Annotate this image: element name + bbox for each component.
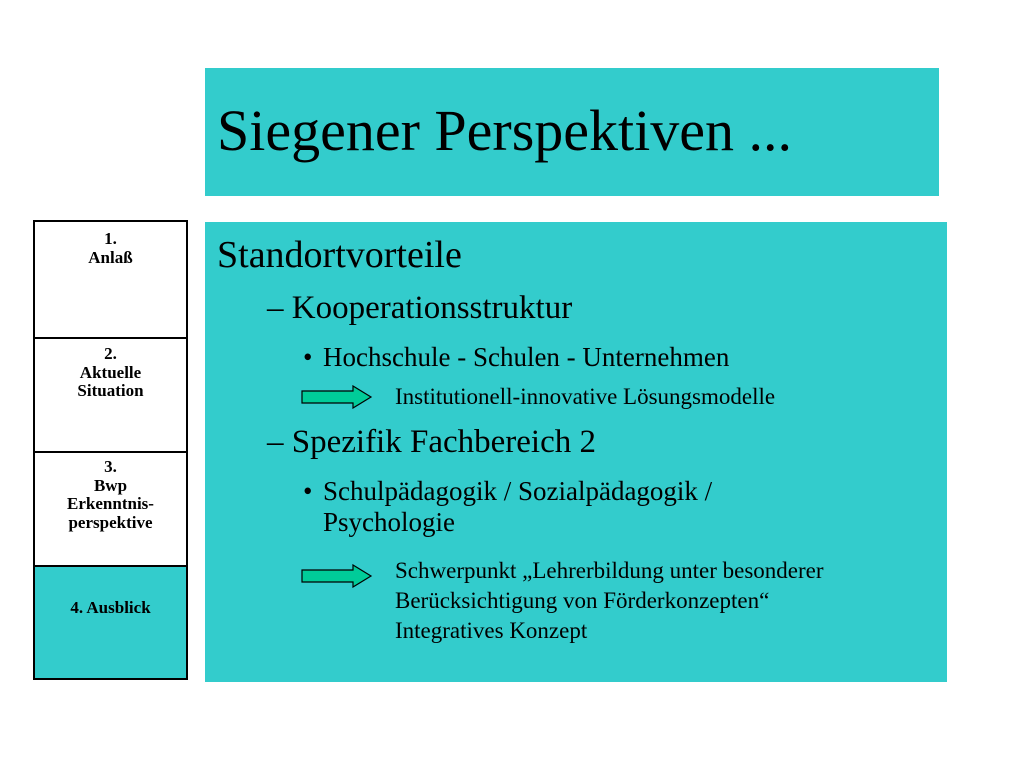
arrow-text-line: Berücksichtigung von Förderkonzepten“ [395,587,770,613]
arrow-right-icon [301,564,373,588]
bullet-dot: • [303,476,313,506]
bullet-dot: • [303,342,313,372]
bullet-schulpaedagogik [303,476,713,538]
nav-item-label: perspektive [68,513,153,533]
arrow-right-icon [301,385,373,409]
nav-item-label: 4. Ausblick [70,598,151,617]
nav-item-label: Situation [77,381,144,401]
nav-item-erkenntnisperspektive[interactable] [35,453,186,567]
slide-title: Siegener Perspektiven ... [217,98,793,163]
nav-item-label: 1. [104,229,117,248]
title-banner [205,68,939,196]
section-kooperationsstruktur: – Kooperationsstruktur [267,290,573,326]
nav-item-label: 2. [104,344,117,363]
arrow-text-schwerpunkt [395,556,824,646]
arrow-text-loesungsmodelle [395,382,775,412]
section-spezifik-fachbereich: – Spezifik Fachbereich 2 [267,424,596,460]
arrow-text-line: Schwerpunkt „Lehrerbildung unter besonderer [395,558,824,583]
nav-item-aktuelle-situation[interactable] [35,339,186,453]
content-panel [205,222,947,682]
bullet-text-line: Psychologie [323,507,455,538]
arrow-text-line: Institutionell-innovative Lösungsmodelle [395,384,776,409]
nav-item-label: Anlaß [88,247,133,267]
nav-item-label: Bwp [93,475,128,495]
bullet-text: Hochschule - Schulen - Unternehmen [323,342,730,372]
nav-item-label: 3. [104,457,117,476]
heading-standortvorteile: Standortvorteile [217,234,462,276]
nav-item-anlass[interactable] [35,222,186,339]
arrow-text-line: Integratives Konzept [395,617,588,643]
bullet-hochschule [303,342,730,373]
agenda-navigation [33,220,188,680]
nav-item-ausblick[interactable] [35,567,186,678]
bullet-text-line: Schulpädagogik / Sozialpädagogik / [323,476,713,506]
nav-item-label: Aktuelle [79,362,142,382]
nav-item-label: Erkenntnis- [67,494,154,514]
